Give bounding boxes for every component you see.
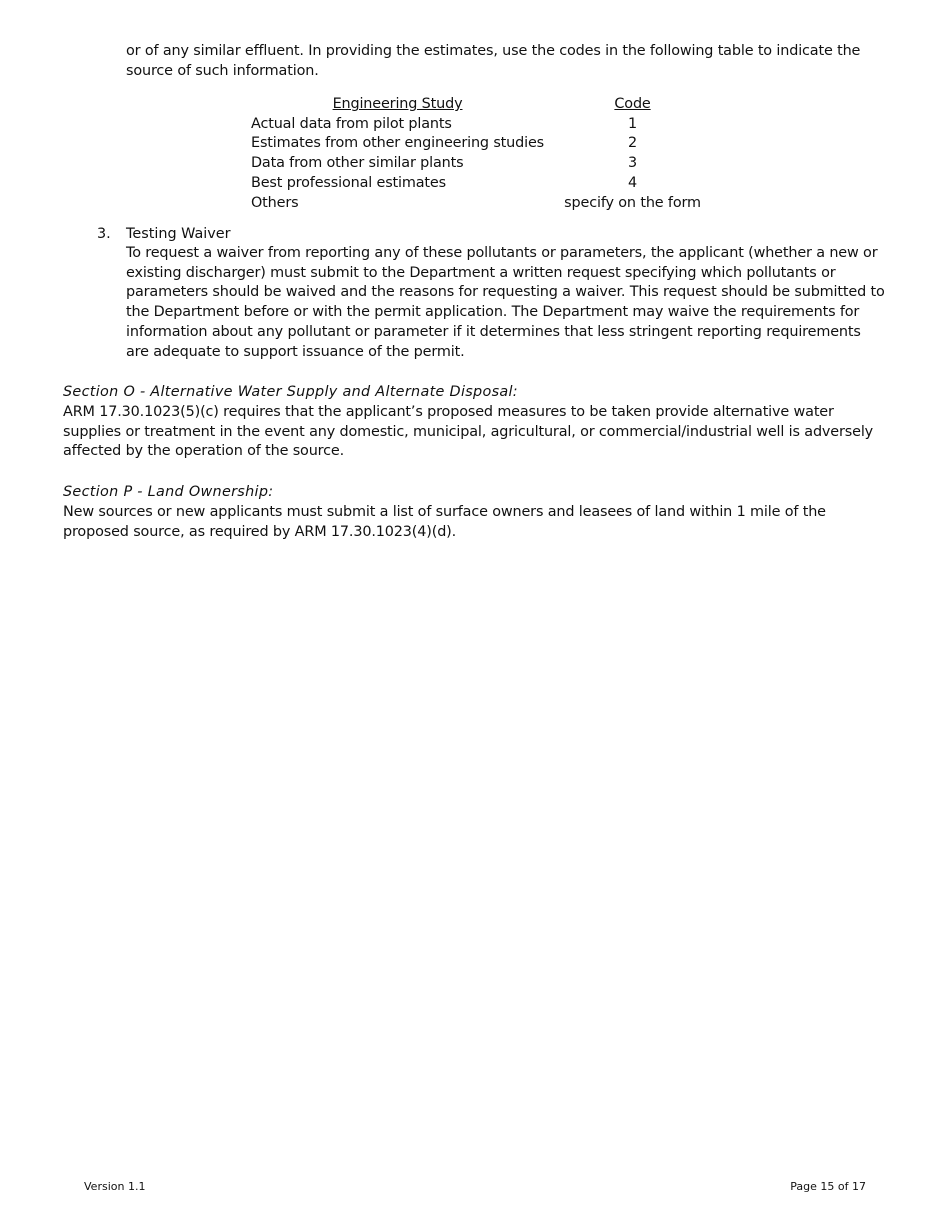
testing-waiver-number: 3. — [97, 226, 111, 242]
testing-waiver-title: Testing Waiver — [126, 226, 231, 242]
study-cell: Best professional estimates — [251, 174, 446, 191]
section-o-heading: Section O - Alternative Water Supply and Alternate Disposal: — [63, 384, 518, 400]
code-cell: 2 — [628, 135, 638, 152]
table-row — [251, 174, 721, 194]
header-code: Code — [614, 96, 651, 112]
engineering-study-code-table — [251, 95, 721, 213]
table-row — [251, 194, 721, 214]
study-cell: Estimates from other engineering studies — [251, 135, 545, 152]
code-cell: specify on the form — [564, 194, 701, 211]
section-o-paragraph: ARM 17.30.1023(5)(c) requires that the applicant’s proposed measures to be taken provide alternative water supplies or treatment in the event any domestic, municipal, agricultural, or commercial/industrial well is adversely affected by the operation of the source. — [63, 404, 874, 460]
section-p-heading: Section P - Land Ownership: — [63, 484, 274, 500]
section-p-paragraph: New sources or new applicants must submit a list of surface owners and leasees of land within 1 mile of the proposed source, as required by ARM 17.30.1023(4)(d). — [63, 504, 826, 540]
table-row — [251, 134, 721, 154]
footer-page-number: Page 15 of 17 — [790, 1180, 866, 1193]
study-cell: Data from other similar plants — [251, 155, 464, 172]
table-header-row — [251, 95, 721, 115]
footer-version: Version 1.1 — [84, 1180, 146, 1193]
testing-waiver-paragraph: To request a waiver from reporting any of these pollutants or parameters, the applicant (whether a new or existing discharger) must submit to the Department a written request specifying which pollutants or parameters should be waived and the reasons for requesting a waiver. This request should be submitted to the Department before or with the permit application. The Department may waive the requirements for information about any pollutant or parameter if it determines that less stringent reporting requirements are adequate to support issuance of the permit. — [126, 245, 885, 360]
study-cell: Others — [251, 194, 299, 211]
study-cell: Actual data from pilot plants — [251, 115, 452, 132]
intro-paragraph: or of any similar effluent. In providing the estimates, use the codes in the following table to indicate the source of such information. — [126, 43, 861, 79]
table-row — [251, 115, 721, 135]
code-cell: 1 — [628, 115, 638, 132]
table-row — [251, 154, 721, 174]
code-cell: 4 — [628, 174, 638, 191]
code-cell: 3 — [628, 155, 638, 172]
header-engineering-study: Engineering Study — [332, 96, 463, 112]
